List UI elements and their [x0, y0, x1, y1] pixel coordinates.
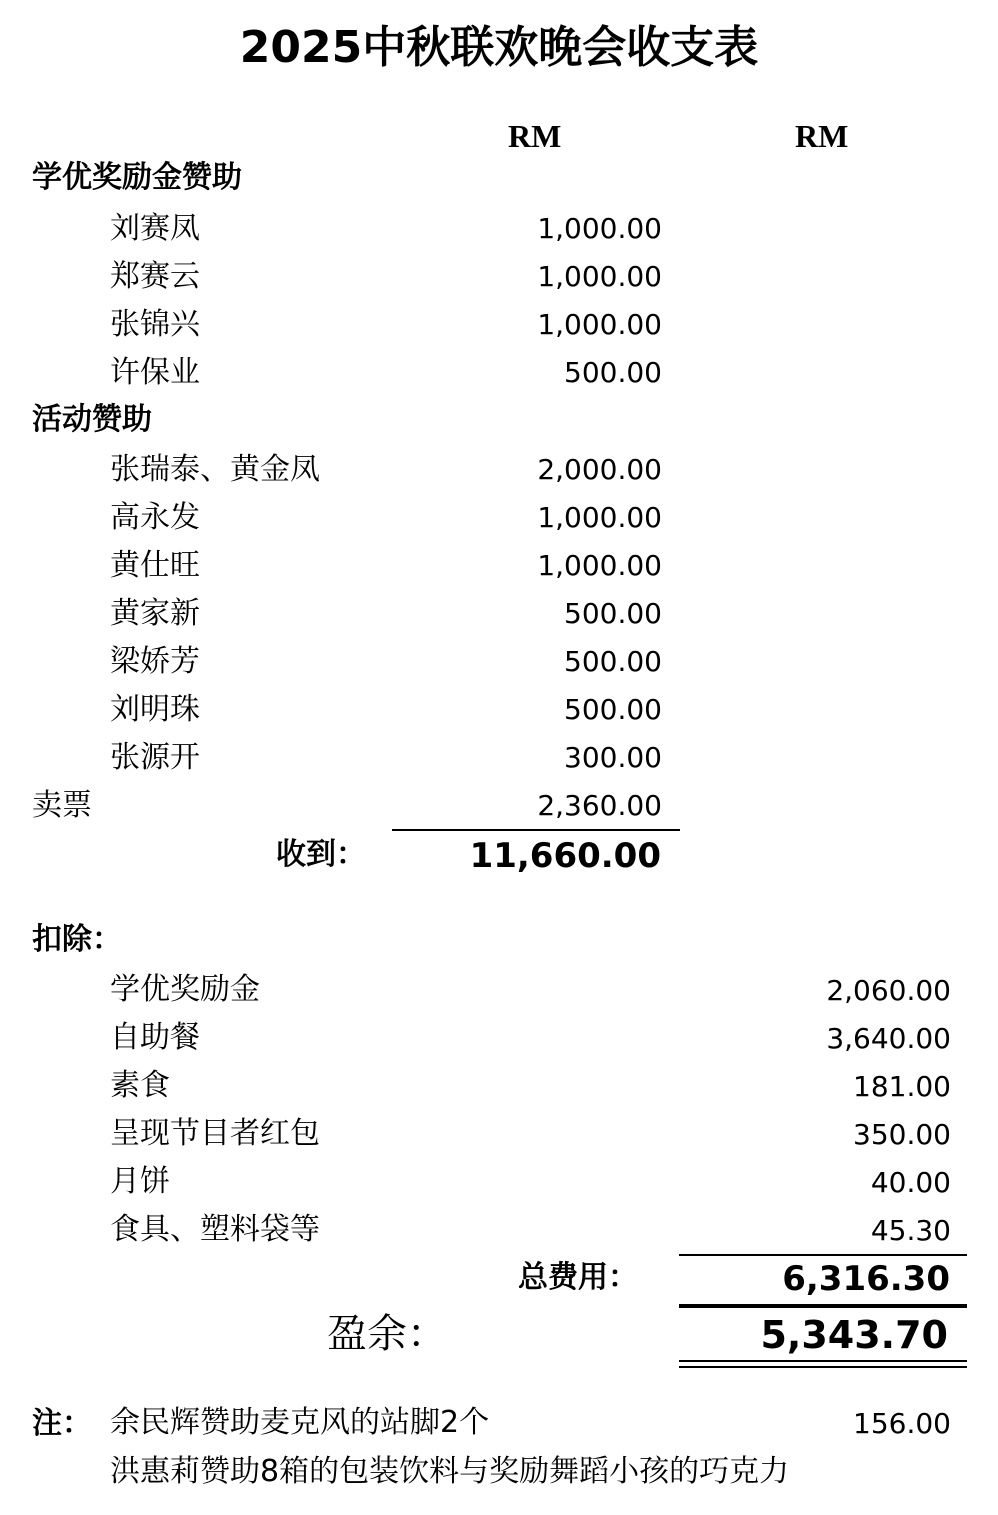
surplus-amount: 5,343.70 [760, 1313, 948, 1357]
list-item-name: 高永发 [110, 500, 200, 535]
list-item-amount: 300.00 [564, 741, 662, 774]
list-item-amount: 3,640.00 [826, 1022, 951, 1055]
list-item-name: 梁娇芳 [110, 644, 200, 679]
list-item-name: 张源开 [110, 740, 200, 775]
list-item-name: 刘赛凤 [110, 211, 200, 246]
income-subtotal-rule [392, 829, 680, 831]
expense-column-header: RM [795, 118, 849, 154]
list-item-amount: 1,000.00 [537, 549, 662, 582]
page-title: 2025中秋联欢晚会收支表 [239, 22, 759, 73]
list-item-name: 素食 [110, 1068, 170, 1103]
list-item-name: 自助餐 [110, 1020, 200, 1055]
surplus-double-underline [679, 1360, 967, 1368]
income-total-label: 收到： [276, 837, 366, 872]
list-item-amount: 500.00 [564, 645, 662, 678]
list-item-amount: 181.00 [853, 1070, 951, 1103]
list-item-name: 学优奖励金 [110, 972, 260, 1007]
list-item-name: 黄家新 [110, 596, 200, 631]
list-item-amount: 45.30 [870, 1214, 951, 1247]
note-amount: 156.00 [853, 1407, 951, 1440]
scholarship-section-heading: 学优奖励金赞助 [32, 160, 242, 195]
list-item-amount: 500.00 [564, 356, 662, 389]
expense-total-amount: 6,316.30 [782, 1259, 950, 1299]
list-item-amount: 1,000.00 [537, 260, 662, 293]
list-item-amount: 500.00 [564, 693, 662, 726]
list-item-name: 许保业 [110, 355, 200, 390]
income-column-header: RM [508, 118, 562, 154]
note-line: 余民辉赞助麦克风的站脚2个 [110, 1405, 490, 1440]
list-item-name: 食具、塑料袋等 [110, 1212, 320, 1247]
tickets-amount: 2,360.00 [537, 789, 662, 822]
list-item-name: 黄仕旺 [110, 548, 200, 583]
list-item-amount: 350.00 [853, 1118, 951, 1151]
note-line: 洪惠莉赞助8箱的包装饮料与奖励舞蹈小孩的巧克力 [110, 1454, 790, 1489]
list-item-name: 刘明珠 [110, 692, 200, 727]
expense-subtotal-rule [679, 1254, 967, 1256]
activity-section-heading: 活动赞助 [32, 402, 152, 437]
list-item-amount: 2,060.00 [826, 974, 951, 1007]
list-item-amount: 40.00 [870, 1166, 951, 1199]
surplus-label: 盈余： [327, 1311, 447, 1357]
list-item-name: 张锦兴 [110, 307, 200, 342]
list-item-amount: 1,000.00 [537, 308, 662, 341]
list-item-amount: 1,000.00 [537, 501, 662, 534]
list-item-name: 呈现节目者红包 [110, 1116, 320, 1151]
expense-total-label: 总费用： [518, 1260, 638, 1295]
list-item-name: 张瑞泰、黄金凤 [110, 452, 320, 487]
list-item-amount: 1,000.00 [537, 212, 662, 245]
list-item-amount: 2,000.00 [537, 453, 662, 486]
list-item-name: 月饼 [110, 1164, 170, 1199]
surplus-top-rule [679, 1304, 967, 1308]
list-item-amount: 500.00 [564, 597, 662, 630]
income-total-amount: 11,660.00 [469, 836, 661, 876]
tickets-label: 卖票 [32, 788, 92, 823]
list-item-name: 郑赛云 [110, 259, 200, 294]
deductions-heading: 扣除： [32, 922, 122, 957]
notes-label: 注： [32, 1406, 92, 1441]
